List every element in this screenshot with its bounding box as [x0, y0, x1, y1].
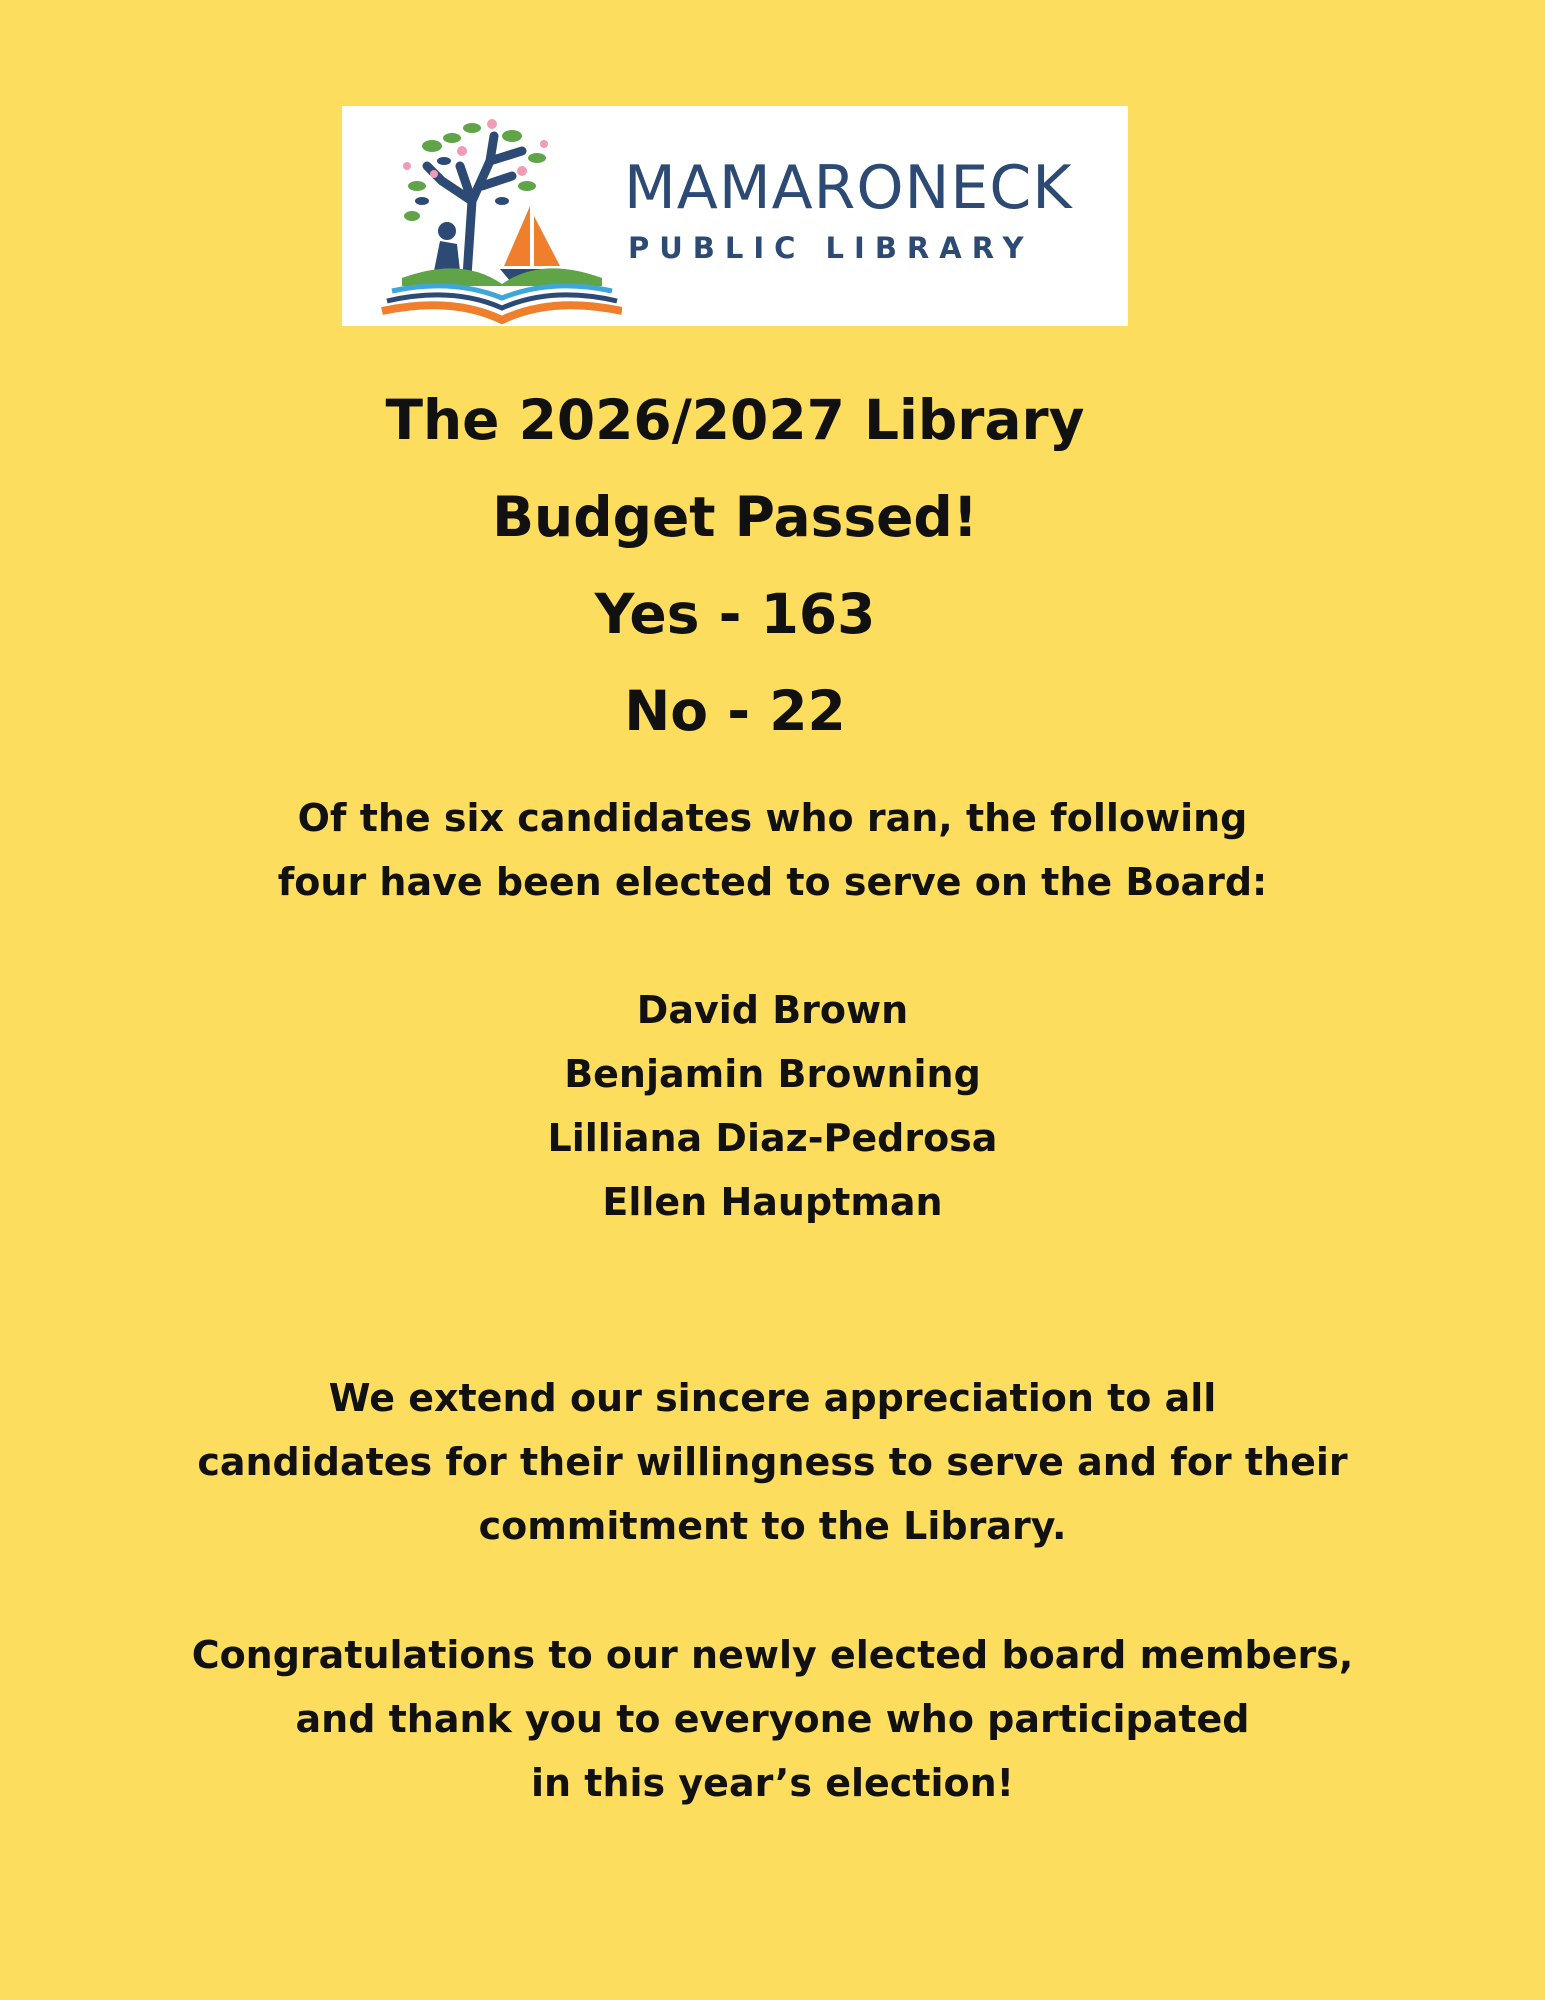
appreciation-line: candidates for their willingness to serve and for their: [197, 1440, 1348, 1484]
congrats-line: in this year’s election!: [531, 1761, 1014, 1805]
vote-yes-count: Yes - 163: [594, 582, 876, 646]
budget-headline: [0, 372, 1470, 760]
elected-member-name: Ellen Hauptman: [602, 1180, 943, 1224]
election-intro: [0, 786, 1545, 914]
congratulations-message: [0, 1623, 1545, 1815]
elected-member-name: David Brown: [636, 988, 909, 1032]
intro-line: four have been elected to serve on the Board:: [277, 860, 1268, 904]
congrats-line: and thank you to everyone who participated: [295, 1697, 1250, 1741]
appreciation-message: [0, 1366, 1545, 1558]
congrats-line: Congratulations to our newly elected board members,: [191, 1633, 1354, 1677]
elected-members-list: [0, 978, 1545, 1234]
elected-member-name: Lilliana Diaz-Pedrosa: [547, 1116, 998, 1160]
headline-line: The 2026/2027 Library: [385, 388, 1085, 452]
tree-and-book-icon: [372, 106, 622, 326]
intro-line: Of the six candidates who ran, the following: [297, 796, 1248, 840]
vote-no-count: No - 22: [624, 679, 846, 743]
library-logo: [342, 106, 1128, 326]
logo-library-subtitle: PUBLIC LIBRARY: [628, 231, 1034, 265]
appreciation-line: commitment to the Library.: [478, 1504, 1067, 1548]
headline-line: Budget Passed!: [492, 485, 978, 549]
logo-library-name: MAMARONECK: [624, 153, 1073, 223]
elected-member-name: Benjamin Browning: [564, 1052, 981, 1096]
appreciation-line: We extend our sincere appreciation to all: [328, 1376, 1217, 1420]
